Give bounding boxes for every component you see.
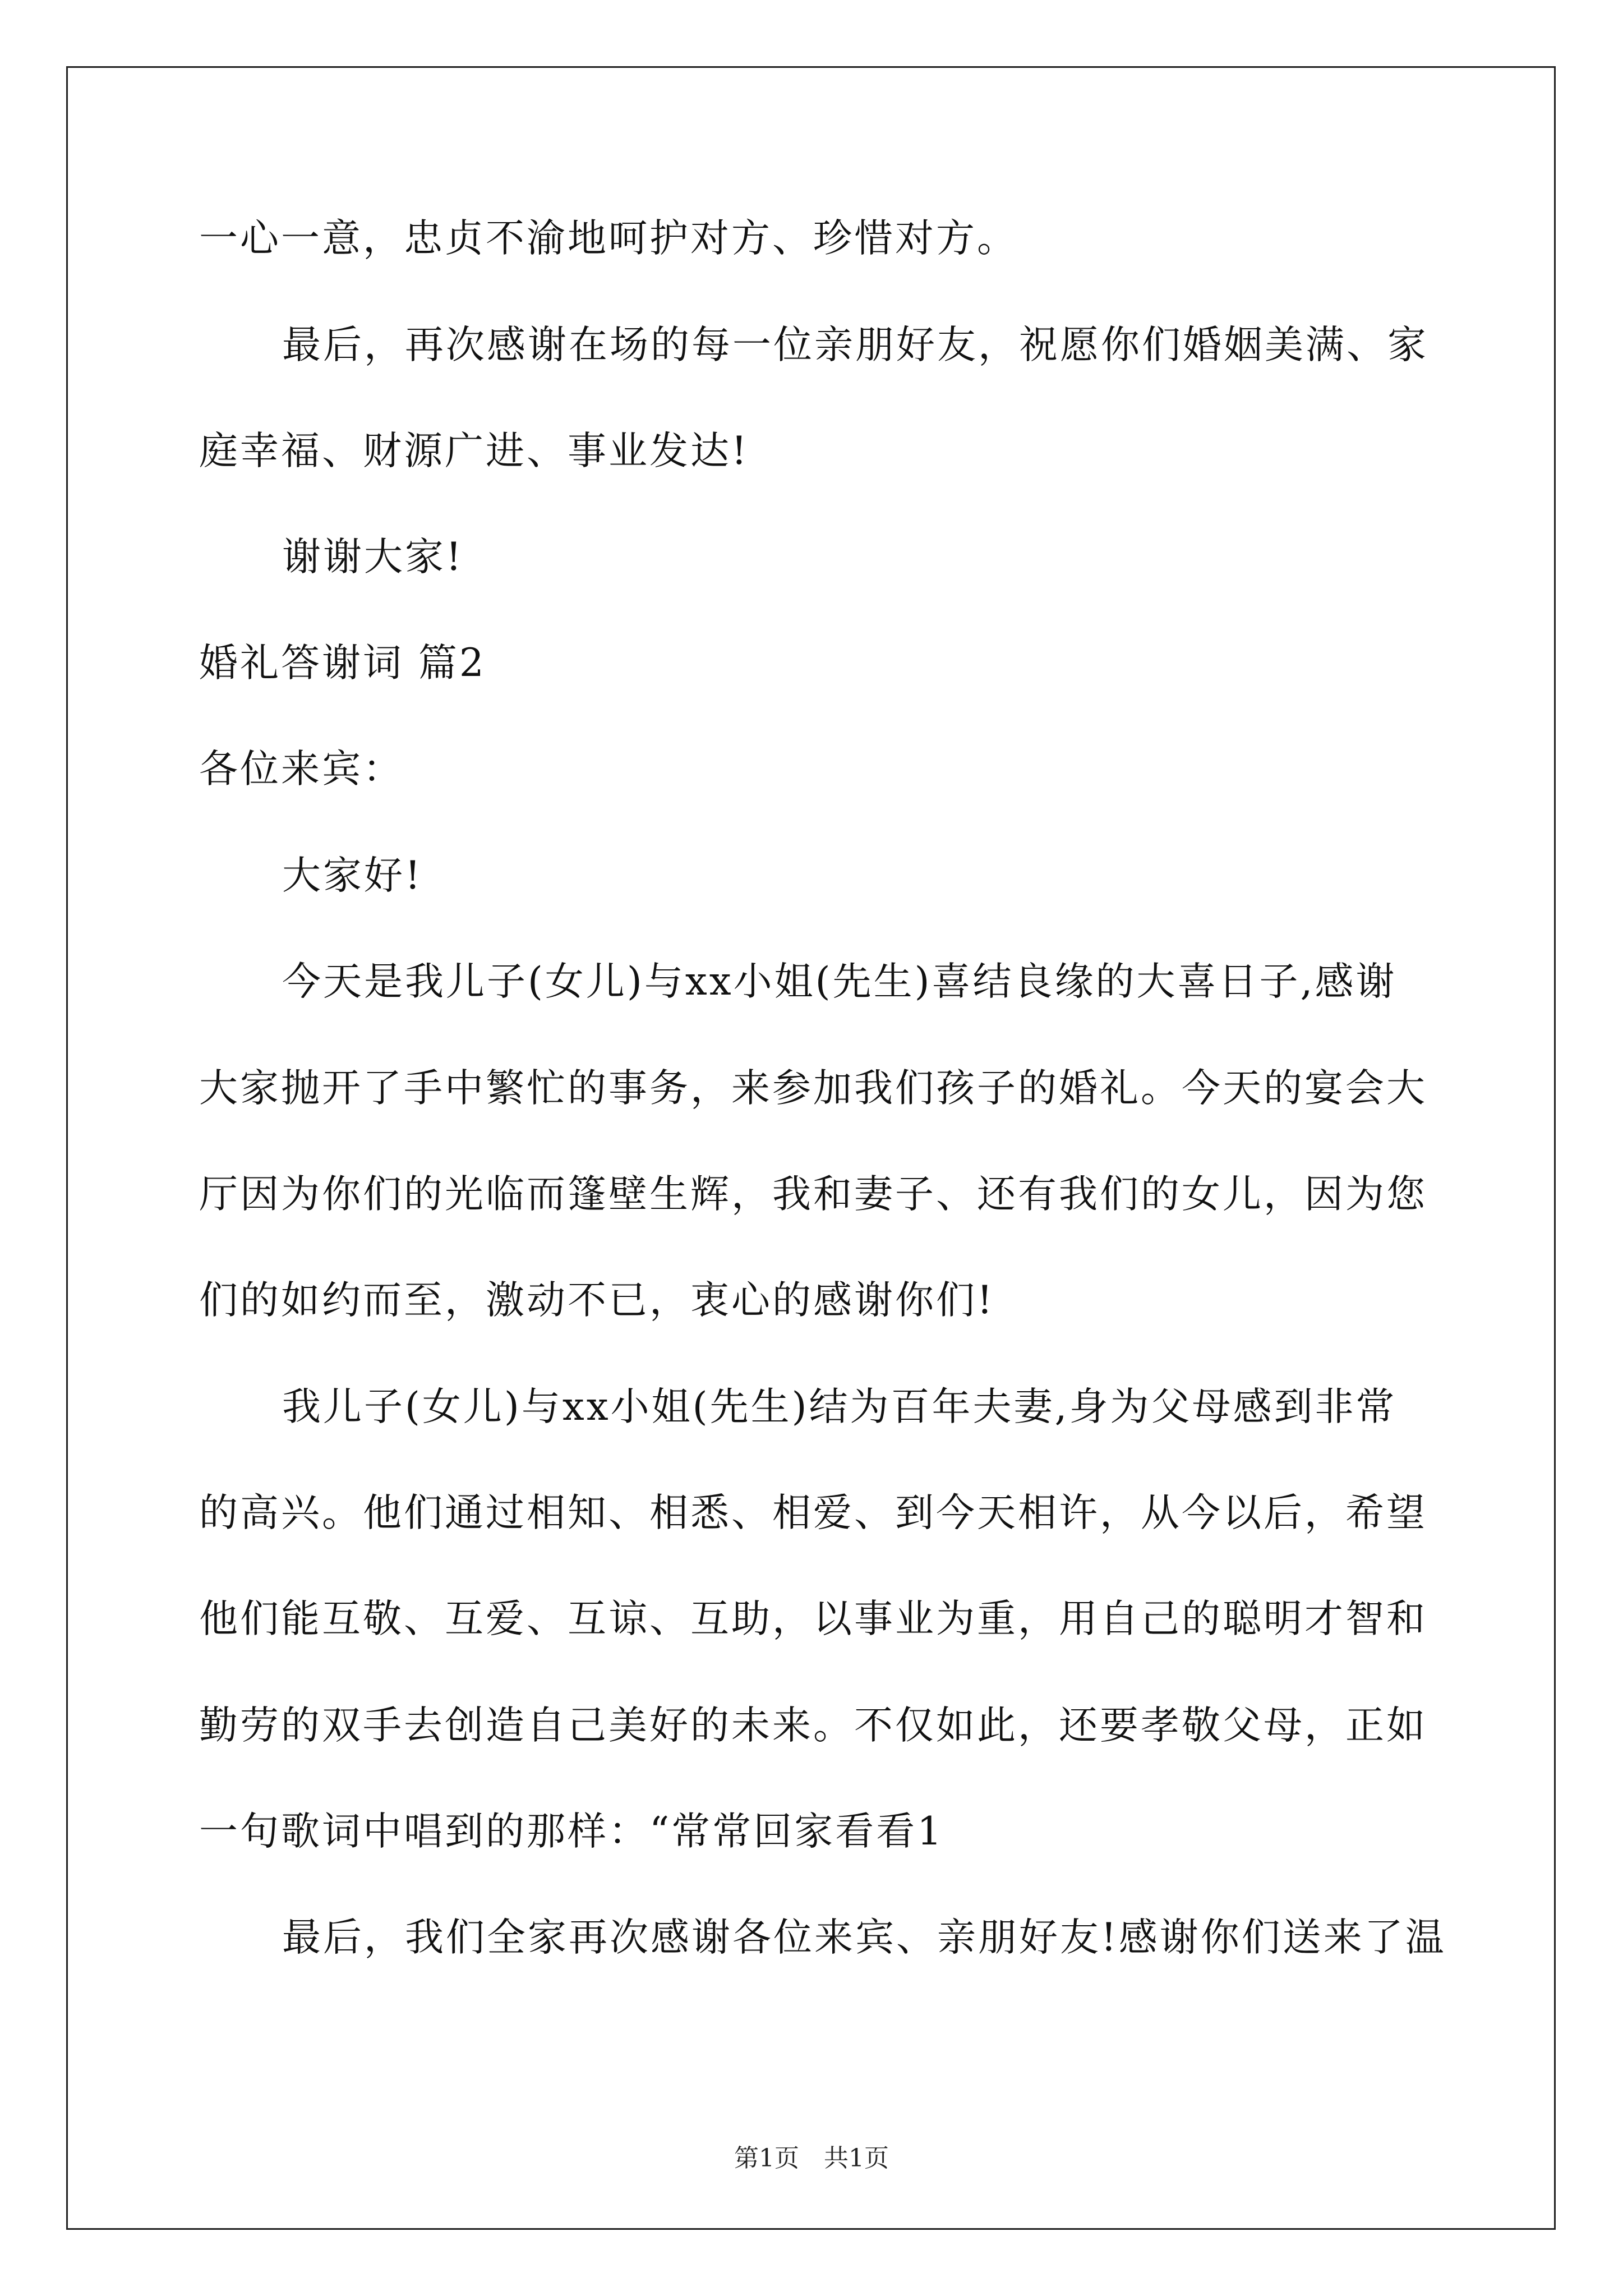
paragraph-line: 们的如约而至，激动不已，衷心的感谢你们! <box>199 1278 995 1323</box>
paragraph-line: 他们能互敬、互爱、互谅、互助，以事业为重，用自己的聪明才智和 <box>199 1596 1427 1641</box>
greeting: 大家好! <box>282 853 423 898</box>
paragraph-line: 庭幸福、财源广进、事业发达! <box>199 429 749 473</box>
paragraph-line: 厅因为你们的光临而篷壁生辉，我和妻子、还有我们的女儿，因为您 <box>199 1172 1427 1217</box>
paragraph-line: 一句歌词中唱到的那样：“常常回家看看1 <box>199 1809 944 1854</box>
paragraph-line: 一心一意，忠贞不渝地呵护对方、珍惜对方。 <box>199 216 1018 261</box>
paragraph-line: 最后，再次感谢在场的每一位亲朋好友，祝愿你们婚姻美满、家 <box>282 323 1428 367</box>
paragraph-line: 今天是我儿子(女儿)与xx小姐(先生)喜结良缘的大喜日子,感谢 <box>282 959 1397 1004</box>
page-border <box>66 66 1556 2230</box>
page-footer: 第1页 共1页 <box>734 2144 889 2173</box>
section-heading: 婚礼答谢词 篇2 <box>199 641 486 685</box>
paragraph-line: 大家抛开了手中繁忙的事务，来参加我们孩子的婚礼。今天的宴会大 <box>199 1066 1427 1111</box>
paragraph-line: 的高兴。他们通过相知、相悉、相爱、到今天相许，从今以后，希望 <box>199 1490 1427 1535</box>
paragraph-line: 我儿子(女儿)与xx小姐(先生)结为百年夫妻,身为父母感到非常 <box>282 1384 1397 1429</box>
paragraph-line: 最后，我们全家再次感谢各位来宾、亲朋好友!感谢你们送来了温 <box>282 1915 1446 1960</box>
paragraph-line: 谢谢大家! <box>282 535 464 579</box>
paragraph-line: 勤劳的双手去创造自己美好的未来。不仅如此，还要孝敬父母，正如 <box>199 1703 1427 1748</box>
salutation: 各位来宾： <box>199 747 404 792</box>
